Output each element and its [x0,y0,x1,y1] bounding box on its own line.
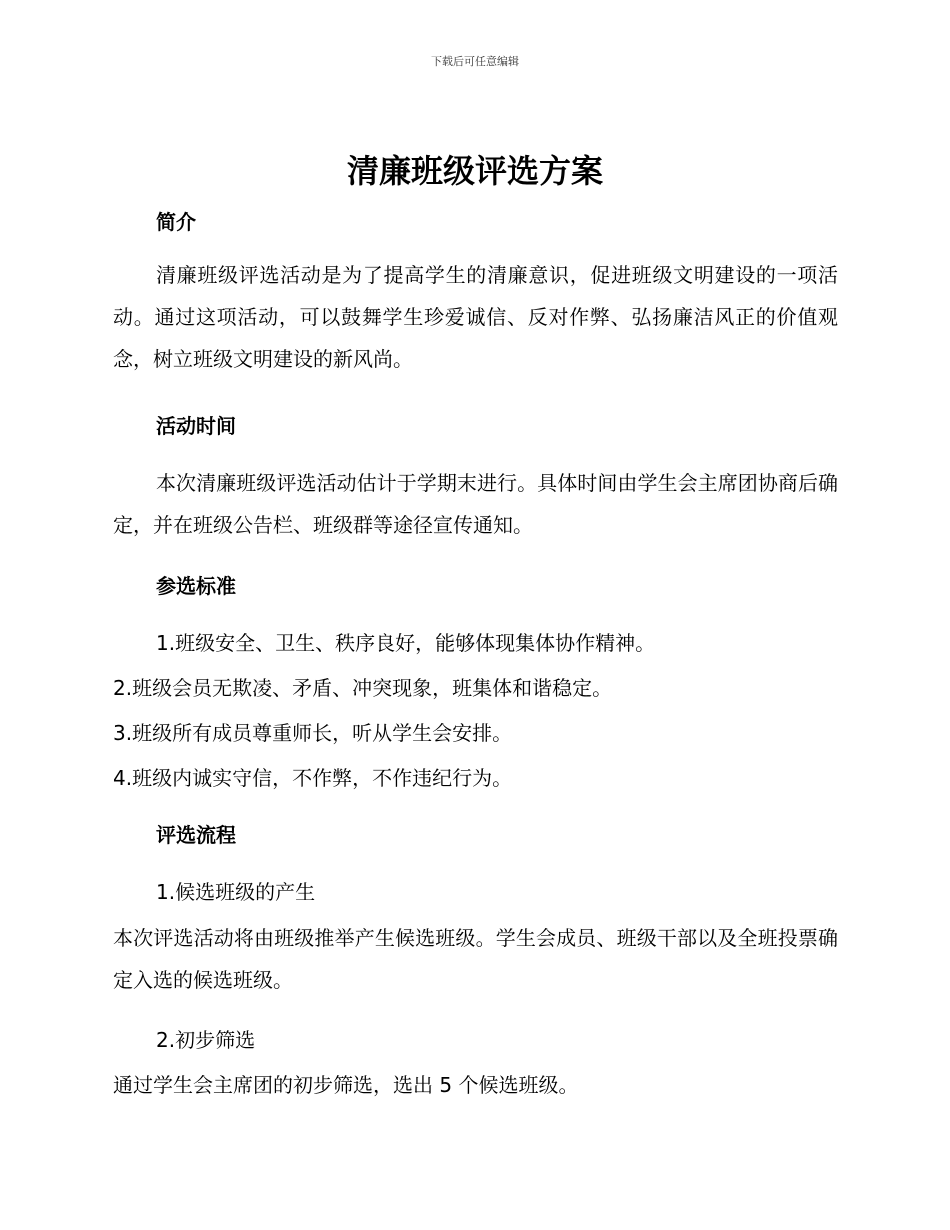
criteria-item: 1.班级安全、卫生、秩序良好，能够体现集体协作精神。 [156,631,656,655]
process-step1-body: 本次评选活动将由班级推举产生候选班级。学生会成员、班级干部以及全班投票确定入选的候选班级。 [113,926,838,992]
page-header-note: 下载后可任意编辑 [431,55,519,68]
criteria-item: 4.班级内诚实守信，不作弊，不作违纪行为。 [113,766,513,790]
section-heading-process: 评选流程 [156,823,236,847]
document-title: 清廉班级评选方案 [346,152,603,190]
section-heading-criteria: 参选标准 [156,574,236,598]
section-body-intro: 清廉班级评选活动是为了提高学生的清廉意识，促进班级文明建设的一项活动。通过这项活动，可以鼓舞学生珍爱诚信、反对作弊、弘扬廉洁风正的价值观念，树立班级文明建设的新风尚。 [113,263,838,371]
section-body-time: 本次清廉班级评选活动估计于学期末进行。具体时间由学生会主席团协商后确定，并在班级公告栏、班级群等途径宣传通知。 [113,471,838,537]
criteria-item: 3.班级所有成员尊重师长，听从学生会安排。 [113,721,513,745]
criteria-item: 2.班级会员无欺凌、矛盾、冲突现象，班集体和谐稳定。 [113,676,613,700]
process-step2-title: 2.初步筛选 [156,1028,256,1052]
process-step2-body: 通过学生会主席团的初步筛选，选出 5 个候选班级。 [113,1073,579,1097]
section-heading-intro: 简介 [156,210,196,234]
process-step1-title: 1.候选班级的产生 [156,880,316,904]
section-heading-time: 活动时间 [156,414,236,438]
